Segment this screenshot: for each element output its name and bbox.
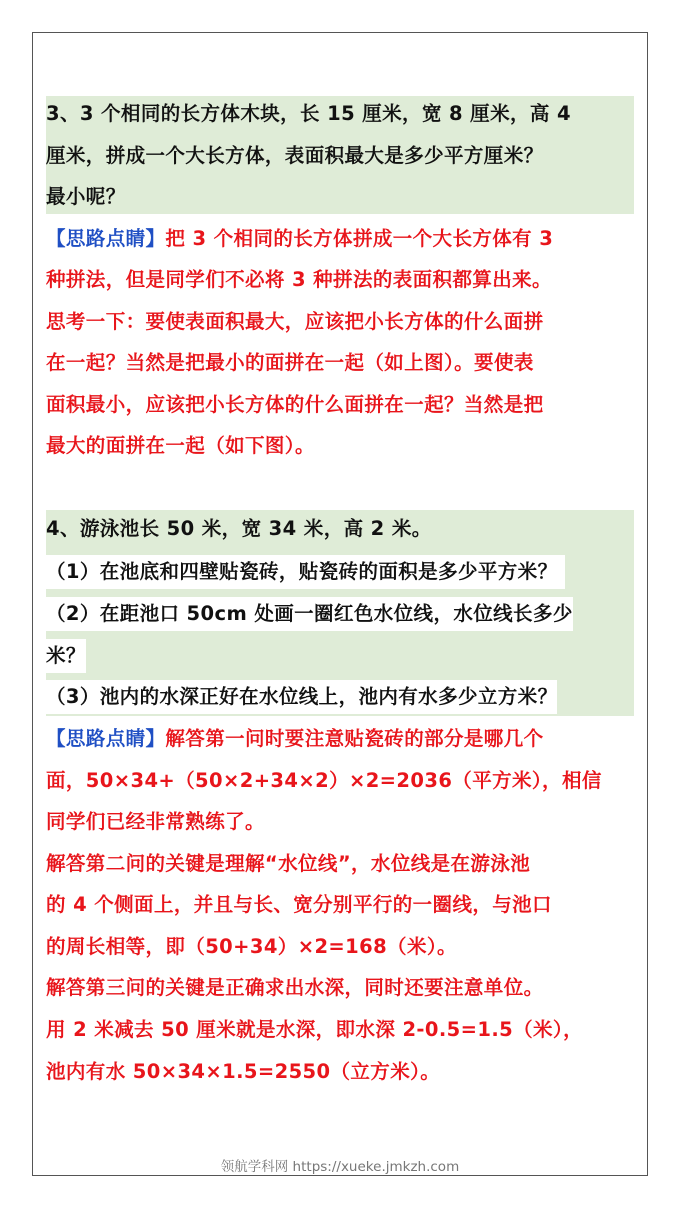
a4-line-5: 的 4 个侧面上，并且与长、宽分别平行的一圈线，与池口 [46, 893, 552, 916]
a3-line-1 [46, 222, 553, 256]
a3-line-4: 在一起？当然是把最小的面拼在一起（如上图）。要使表 [46, 351, 534, 374]
q3-line-1: 3、3 个相同的长方体木块，长 15 厘米，宽 8 厘米，高 4 [46, 102, 571, 125]
a3-line-5: 面积最小，应该把小长方体的什么面拼在一起？当然是把 [46, 393, 544, 416]
a4-line-6: 的周长相等，即（50+34）×2=168（米）。 [46, 935, 457, 958]
footer-watermark: 领航学科网 https://xueke.jmkzh.com [220, 1159, 460, 1175]
q3-line-3: 最小呢？ [46, 185, 126, 208]
a4-line-2: 面，50×34+（50×2+34×2）×2=2036（平方米），相信 [46, 769, 602, 792]
q4-sub-1: （1）在池底和四壁贴瓷砖，贴瓷砖的面积是多少平方米？ [46, 555, 565, 589]
a4-line-9: 池内有水 50×34×1.5=2550（立方米）。 [46, 1060, 441, 1083]
q4-sub-2-cont: 米？ [46, 639, 86, 673]
q4-line-1: 4、游泳池长 50 米，宽 34 米，高 2 米。 [46, 517, 432, 540]
a4-line-1-text: 解答第一问时要注意贴瓷砖的部分是哪几个 [165, 727, 544, 750]
a3-line-1-text: 把 3 个相同的长方体拼成一个大长方体有 3 [165, 227, 554, 250]
a3-tag: 【思路点睛】 [46, 227, 166, 250]
a3-line-6: 最大的面拼在一起（如下图）。 [46, 434, 315, 457]
a4-line-8: 用 2 米减去 50 厘米就是水深，即水深 2-0.5=1.5（米）， [46, 1018, 583, 1041]
a4-line-4: 解答第二问的关键是理解“水位线”，水位线是在游泳池 [46, 852, 531, 875]
a3-line-3: 思考一下：要使表面积最大，应该把小长方体的什么面拼 [46, 310, 544, 333]
q4-sub-3: （3）池内的水深正好在水位线上，池内有水多少立方米？ [46, 680, 557, 714]
a3-line-2: 种拼法，但是同学们不必将 3 种拼法的表面积都算出来。 [46, 268, 552, 291]
a4-line-1 [46, 722, 544, 756]
a4-line-7: 解答第三问的关键是正确求出水深，同时还要注意单位。 [46, 976, 544, 999]
q4-highlight-pad [440, 516, 634, 544]
q4-sub-2: （2）在距池口 50cm 处画一圈红色水位线，水位线长多少 [46, 597, 573, 631]
a4-tag: 【思路点睛】 [46, 727, 166, 750]
a4-line-3: 同学们已经非常熟练了。 [46, 810, 265, 833]
q3-highlight-3 [166, 180, 634, 210]
q3-line-2: 厘米，拼成一个大长方体，表面积最大是多少平方厘米？ [46, 144, 544, 167]
